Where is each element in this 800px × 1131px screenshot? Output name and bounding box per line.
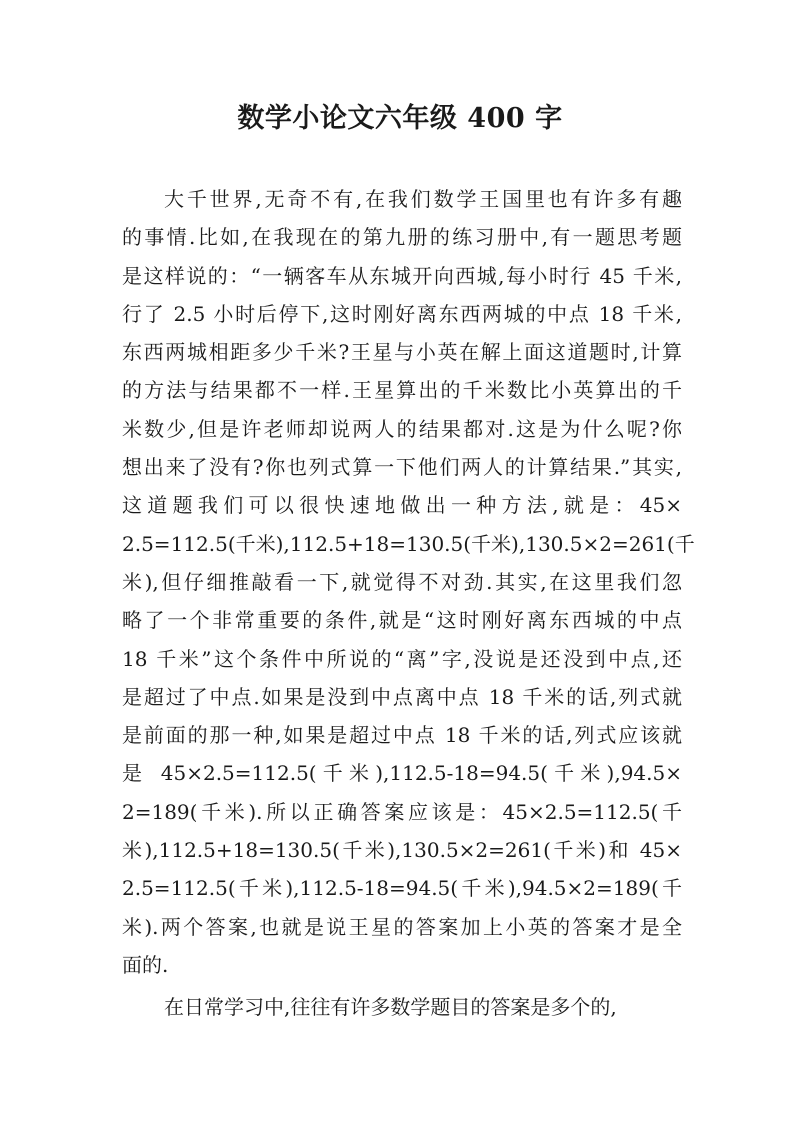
text-line: 略了一个非常重要的条件,就是“这时刚好离东西城的中点: [122, 608, 682, 633]
text-line: 在日常学习中,往往有许多数学题目的答案是多个的,: [164, 995, 617, 1020]
text-line: 面的.: [122, 952, 169, 977]
text-line: 米数少,但是许老师却说两人的结果都对.这是为什么呢?你: [122, 416, 682, 441]
text-line: 的方法与结果都不一样.王星算出的千米数比小英算出的千: [122, 378, 682, 403]
text-line: 东西两城相距多少千米?王星与小英在解上面这道题时,计算: [122, 340, 682, 365]
text-line: 是 45×2.5=112.5(千米),112.5-18=94.5(千米),94.5×: [122, 761, 682, 786]
text-line: 的事情.比如,在我现在的第九册的练习册中,有一题思考题: [122, 225, 682, 250]
text-line: 这道题我们可以很快速地做出一种方法,就是：45×: [122, 493, 682, 518]
document-title: 数学小论文六年级 400 字: [237, 103, 563, 134]
text-line: 2=189(千米).所以正确答案应该是：45×2.5=112.5(千: [122, 799, 682, 824]
paragraph-2: [122, 988, 682, 1026]
paragraph-1: [122, 180, 695, 984]
text-line: 18 千米”这个条件中所说的“离”字,没说是还没到中点,还: [122, 646, 682, 671]
text-line: 2.5=112.5(千米),112.5-18=94.5(千米),94.5×2=189(千: [122, 876, 682, 901]
text-line: 是前面的那一种,如果是超过中点 18 千米的话,列式应该就: [122, 723, 682, 748]
text-line: 是超过了中点.如果是没到中点离中点 18 千米的话,列式就: [122, 684, 682, 709]
text-line: 是这样说的：“一辆客车从东城开向西城,每小时行 45 千米,: [122, 263, 682, 288]
text-line: 想出来了没有?你也列式算一下他们两人的计算结果.”其实,: [122, 455, 682, 480]
text-line: 米).两个答案,也就是说王星的答案加上小英的答案才是全: [122, 914, 682, 939]
text-line: 米),但仔细推敲看一下,就觉得不对劲.其实,在这里我们忽: [122, 569, 682, 594]
text-line: 大千世界,无奇不有,在我们数学王国里也有许多有趣: [164, 187, 682, 211]
text-line: 行了 2.5 小时后停下,这时刚好离东西两城的中点 18 千米,: [122, 301, 682, 326]
text-line: 米),112.5+18=130.5(千米),130.5×2=261(千米)和 45×: [122, 838, 682, 863]
text-line: 2.5=112.5(千米),112.5+18=130.5(千米),130.5×2=261(千: [122, 531, 695, 556]
document-body: [122, 180, 695, 1027]
